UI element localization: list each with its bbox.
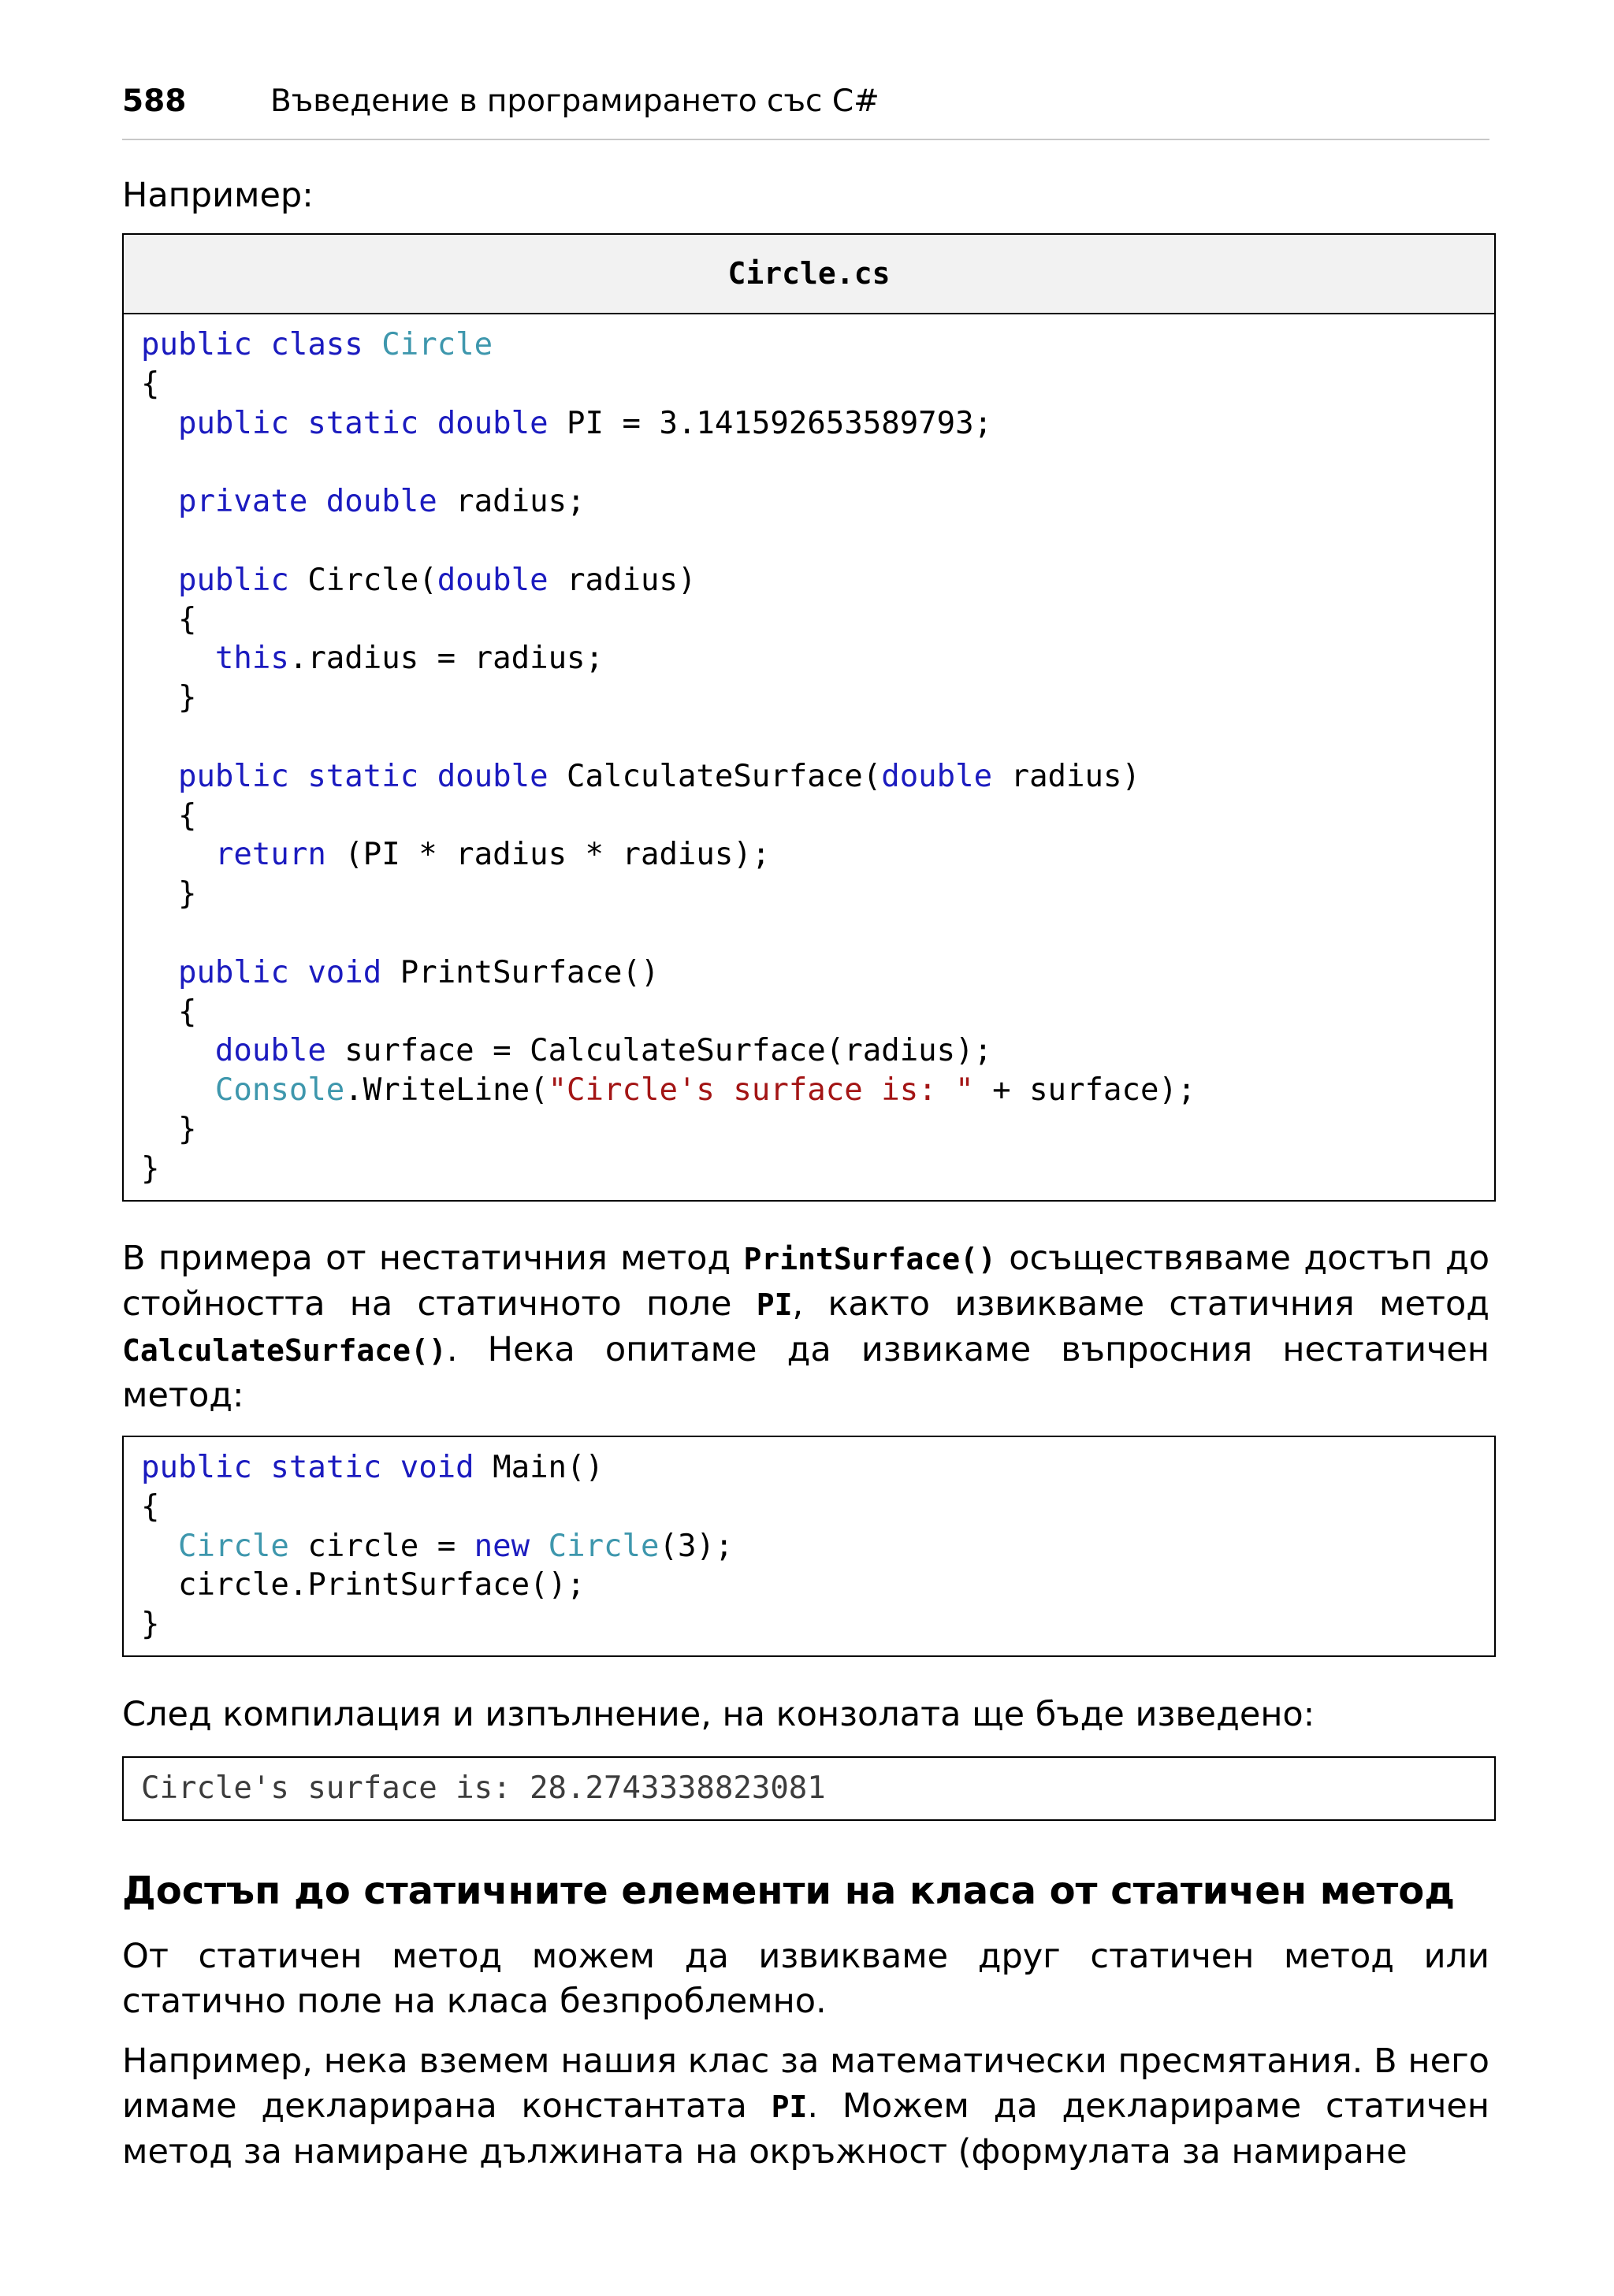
code-listing-filename: Circle.cs bbox=[124, 235, 1494, 314]
page-number: 588 bbox=[122, 84, 187, 119]
code-token: public static void bbox=[141, 1450, 474, 1485]
intro-text: Например: bbox=[122, 176, 314, 215]
code-token: circle = bbox=[288, 1528, 474, 1564]
code-token bbox=[141, 563, 178, 598]
inline-code: CalculateSurface() bbox=[122, 1333, 447, 1368]
code-token: public static double bbox=[177, 758, 549, 794]
code-token: public void bbox=[177, 954, 382, 990]
code-token bbox=[141, 955, 178, 990]
code-token: double bbox=[214, 1033, 326, 1069]
code-token: new bbox=[474, 1528, 530, 1564]
code-token: Console bbox=[214, 1072, 345, 1109]
code-token: Circle( bbox=[288, 562, 437, 598]
code-token bbox=[141, 759, 178, 794]
paragraph-static-access: В примера от нестатичния метод PrintSurface() осъществяваме достъп до стойността на статичното поле PI, както извикваме статичния метод CalculateSurface(). Нека опитаме да извикаме въпросния нестатичен метод: bbox=[122, 1239, 1489, 1415]
page-header bbox=[122, 79, 1489, 140]
code-token: "Circle's surface is: " bbox=[548, 1072, 974, 1109]
code-token: (PI * radius * radius); bbox=[325, 837, 771, 873]
code-token bbox=[141, 1072, 215, 1108]
code-token: { bbox=[141, 1488, 160, 1525]
code-token: } bbox=[141, 1607, 160, 1643]
code-token: this bbox=[214, 641, 289, 677]
paragraph-compile-run: След компилация и изпълнение, на конзолата ще бъде изведено: bbox=[122, 1695, 1315, 1734]
code-token bbox=[141, 406, 178, 441]
code-token: .radius = radius; bbox=[288, 641, 604, 677]
code-token: { bbox=[141, 797, 197, 834]
code-token: radius) bbox=[548, 562, 697, 598]
inline-code: PI bbox=[756, 1287, 793, 1322]
console-output-box bbox=[122, 1756, 1496, 1821]
code-token: .WriteLine( bbox=[344, 1072, 549, 1109]
paragraph-static-from-static: От статичен метод можем да извикваме друг статичен метод или статично поле на класа безпроблемно. bbox=[122, 1937, 1489, 2021]
code-token: + surface); bbox=[973, 1072, 1196, 1109]
code-listing-body bbox=[124, 1437, 1494, 1655]
code-token: Circle bbox=[177, 1528, 289, 1564]
paragraph-example-math: Например, нека вземем нашия клас за математически пресмятания. В него имаме декларирана константата PI. Можем да декларираме статичен метод за намиране дължината на окръжност (формулата за намиране bbox=[122, 2042, 1489, 2172]
code-token: circle.PrintSurface(); bbox=[141, 1567, 586, 1603]
code-token: PI = 3.141592653589793; bbox=[548, 405, 993, 441]
console-output-text: Circle's surface is: 28.2743338823081 bbox=[141, 1770, 826, 1806]
code-listing-body bbox=[124, 314, 1494, 1200]
code-token: radius) bbox=[992, 758, 1140, 794]
code-token bbox=[141, 484, 178, 519]
code-token: public static double bbox=[177, 405, 549, 441]
code-token: } bbox=[141, 1111, 197, 1147]
code-token: (3); bbox=[659, 1528, 734, 1564]
code-token: } bbox=[141, 876, 197, 912]
code-token: Circle bbox=[381, 327, 493, 362]
code-token: return bbox=[214, 837, 326, 873]
code-token: surface = CalculateSurface(radius); bbox=[325, 1033, 993, 1069]
code-token: CalculateSurface( bbox=[548, 758, 882, 794]
code-token: double bbox=[881, 758, 993, 794]
code-token: } bbox=[141, 680, 197, 716]
code-token bbox=[530, 1529, 548, 1564]
code-token: double bbox=[437, 562, 549, 598]
code-token: PrintSurface() bbox=[381, 954, 660, 990]
code-token: { bbox=[141, 994, 197, 1030]
code-token bbox=[141, 1033, 215, 1068]
code-token: public bbox=[177, 562, 289, 598]
book-title: Въведение в програмирането със C# bbox=[270, 84, 880, 119]
code-token bbox=[141, 1529, 178, 1564]
code-token: radius; bbox=[437, 484, 586, 520]
code-token: private double bbox=[177, 484, 437, 520]
code-token: Circle bbox=[548, 1528, 660, 1564]
code-token: { bbox=[141, 366, 160, 402]
code-token: { bbox=[141, 601, 197, 637]
code-listing-circle bbox=[122, 233, 1496, 1202]
code-token bbox=[141, 641, 215, 676]
code-token bbox=[141, 837, 215, 872]
section-heading: Достъп до статичните елементи на класа от статичен метод bbox=[122, 1869, 1456, 1913]
code-token: public class bbox=[141, 327, 382, 362]
code-token: } bbox=[141, 1150, 160, 1187]
inline-code: PrintSurface() bbox=[743, 1242, 996, 1276]
code-token: Main() bbox=[474, 1450, 604, 1485]
inline-code: PI bbox=[771, 2090, 808, 2124]
code-listing-main bbox=[122, 1436, 1496, 1657]
